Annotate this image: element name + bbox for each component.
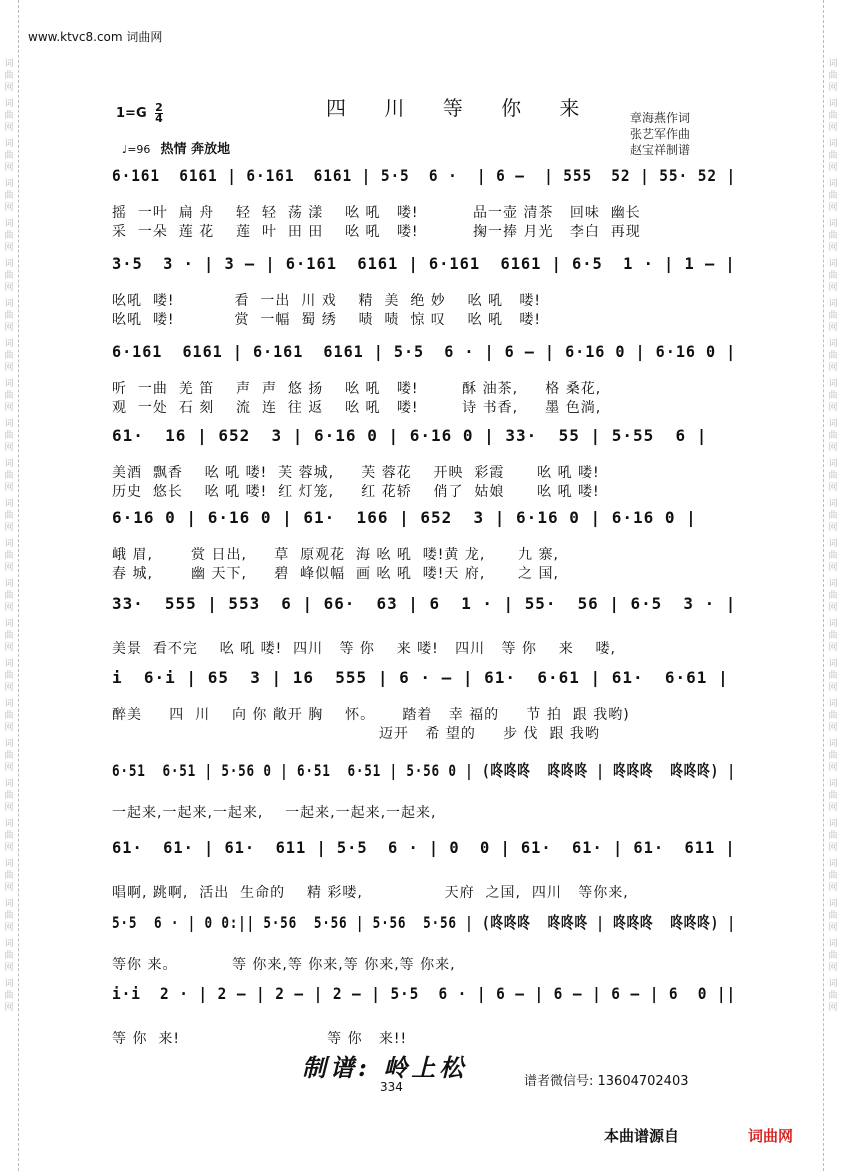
contact-info: 谱者微信号: 13604702403 bbox=[524, 1074, 689, 1089]
side-watermark: 词 曲 网 bbox=[828, 99, 838, 133]
lyric-line: 春 城, 幽 天下, 碧 峰似幅 画 吆 吼 喽!天 府, 之 国, bbox=[112, 566, 559, 582]
side-watermark: 词 曲 网 bbox=[828, 339, 838, 373]
side-watermark: 词 曲 网 bbox=[4, 99, 14, 133]
side-watermark: 词 曲 网 bbox=[828, 139, 838, 173]
side-watermark: 词 曲 网 bbox=[828, 179, 838, 213]
side-watermark: 词 曲 网 bbox=[828, 739, 838, 773]
notation-row: 61· 16 | 652 3 | 6·16 0 | 6·16 0 | 33· 55 | 5·55 6 | bbox=[112, 426, 708, 445]
lyric-line: 峨 眉, 赏 日出, 草 原观花 海 吆 吼 喽!黄 龙, 九 寨, bbox=[112, 547, 559, 563]
credits-block bbox=[630, 110, 690, 158]
lyric-line: 吆吼 喽! 赏 一幅 蜀 绣 啧 啧 惊 叹 吆 吼 喽! bbox=[112, 312, 541, 328]
side-watermark: 词 曲 网 bbox=[828, 59, 838, 93]
side-watermark: 词 曲 网 bbox=[4, 579, 14, 613]
side-watermark: 词 曲 网 bbox=[4, 299, 14, 333]
lyric-line: 迈开 希 望的 步 伐 跟 我哟 bbox=[112, 726, 600, 742]
side-watermark: 词 曲 网 bbox=[828, 939, 838, 973]
tempo-mark: ♩=96 bbox=[122, 143, 151, 156]
lyric-line: 采 一朵 莲 花 莲 叶 田 田 吆 吼 喽! 掬一捧 月光 李白 再现 bbox=[112, 224, 641, 240]
side-watermark: 词 曲 网 bbox=[828, 619, 838, 653]
time-sig-top: 2 bbox=[155, 101, 163, 114]
left-watermark-strip bbox=[0, 0, 19, 1171]
side-watermark: 词 曲 网 bbox=[4, 419, 14, 453]
lyric-line: 等 你 来! 等 你 来!! bbox=[112, 1031, 408, 1047]
lyric-line: 摇 一叶 扁 舟 轻 轻 荡 漾 吆 吼 喽! 品一壶 清茶 回味 幽长 bbox=[112, 205, 641, 221]
notation-row: 3·5 3 · | 3 – | 6·161 6161 | 6·161 6161 | 6·5 1 · | 1 – | bbox=[112, 254, 736, 273]
lyric-line: 等你 来。 等 你来,等 你来,等 你来,等 你来, bbox=[112, 957, 456, 973]
notation-row: 5·5 6 · | 0 0:|| 5·56 5·56 | 5·56 5·56 | (咚咚咚 咚咚咚 | 咚咚咚 咚咚咚) | bbox=[112, 913, 736, 932]
side-watermark: 词 曲 网 bbox=[828, 539, 838, 573]
side-watermark: 词 曲 网 bbox=[828, 819, 838, 853]
time-signature bbox=[155, 103, 163, 124]
site-header[interactable]: www.ktvc8.com 词曲网 bbox=[28, 30, 163, 44]
side-watermark: 词 曲 网 bbox=[4, 819, 14, 853]
lyric-line: 观 一处 石 刻 流 连 往 返 吆 吼 喽! 诗 书香, 墨 色淌, bbox=[112, 400, 602, 416]
notation-row: 6·161 6161 | 6·161 6161 | 5·5 6 · | 6 – | 6·16 0 | 6·16 0 | bbox=[112, 342, 737, 361]
side-watermark: 词 曲 网 bbox=[828, 699, 838, 733]
side-watermark: 词 曲 网 bbox=[828, 779, 838, 813]
arranger-signature: 制谱: 岭上松 bbox=[302, 1053, 468, 1082]
side-watermark: 词 曲 网 bbox=[4, 739, 14, 773]
notation-row: 6·16 0 | 6·16 0 | 61· 166 | 652 3 | 6·16 0 | 6·16 0 | bbox=[112, 508, 697, 527]
side-watermark: 词 曲 网 bbox=[4, 659, 14, 693]
side-watermark: 词 曲 网 bbox=[828, 579, 838, 613]
side-watermark: 词 曲 网 bbox=[4, 339, 14, 373]
lyric-line: 吆吼 喽! 看 一出 川 戏 精 美 绝 妙 吆 吼 喽! bbox=[112, 293, 541, 309]
song-title: 四 川 等 你 来 bbox=[326, 96, 596, 120]
lyric-line: 美景 看不完 吆 吼 喽! 四川 等 你 来 喽! 四川 等 你 来 喽, bbox=[112, 641, 616, 657]
side-watermark: 词 曲 网 bbox=[4, 699, 14, 733]
tempo-line bbox=[122, 138, 230, 157]
side-watermark: 词 曲 网 bbox=[828, 459, 838, 493]
source-site-link[interactable]: 词曲网 bbox=[748, 1127, 794, 1145]
notation-row: 6·51 6·51 | 5·56 0 | 6·51 6·51 | 5·56 0 | (咚咚咚 咚咚咚 | 咚咚咚 咚咚咚) | bbox=[112, 761, 736, 780]
side-watermark: 词 曲 网 bbox=[4, 939, 14, 973]
source-label: 本曲谱源自 bbox=[604, 1127, 680, 1145]
expression-mark: 热情 奔放地 bbox=[160, 142, 231, 157]
side-watermark: 词 曲 网 bbox=[828, 499, 838, 533]
side-watermark: 词 曲 网 bbox=[4, 539, 14, 573]
side-watermark: 词 曲 网 bbox=[4, 139, 14, 173]
side-watermark: 词 曲 网 bbox=[4, 859, 14, 893]
side-watermark: 词 曲 网 bbox=[828, 379, 838, 413]
side-watermark: 词 曲 网 bbox=[4, 179, 14, 213]
right-watermark-strip bbox=[823, 0, 842, 1171]
lyric-line: 历史 悠长 吆 吼 喽! 红 灯笼, 红 花轿 俏了 姑娘 吆 吼 喽! bbox=[112, 484, 600, 500]
side-watermark: 词 曲 网 bbox=[4, 499, 14, 533]
side-watermark: 词 曲 网 bbox=[4, 459, 14, 493]
side-watermark: 词 曲 网 bbox=[828, 259, 838, 293]
lyric-line: 唱啊, 跳啊, 活出 生命的 精 彩喽, 天府 之国, 四川 等你来, bbox=[112, 885, 629, 901]
time-sig-bottom: 4 bbox=[155, 112, 163, 125]
side-watermark: 词 曲 网 bbox=[4, 979, 14, 1013]
side-watermark: 词 曲 网 bbox=[828, 659, 838, 693]
page-number: 334 bbox=[380, 1080, 403, 1094]
notation-row: i 6·i | 65 3 | 16 555 | 6 · – | 61· 6·61 | 61· 6·61 | bbox=[112, 668, 729, 687]
side-watermark: 词 曲 网 bbox=[828, 419, 838, 453]
lyric-line: 听 一曲 羌 笛 声 声 悠 扬 吆 吼 喽! 酥 油茶, 格 桑花, bbox=[112, 381, 602, 397]
notation-row: i·i 2 · | 2 – | 2 – | 2 – | 5·5 6 · | 6 – | 6 – | 6 – | 6 0 || bbox=[112, 984, 737, 1003]
side-watermark: 词 曲 网 bbox=[4, 59, 14, 93]
key-signature bbox=[116, 103, 163, 124]
side-watermark: 词 曲 网 bbox=[828, 299, 838, 333]
notation-row: 6·161 6161 | 6·161 6161 | 5·5 6 · | 6 – | 555 52 | 55· 52 | bbox=[112, 166, 737, 185]
notation-row: 33· 555 | 553 6 | 66· 63 | 6 1 · | 55· 56 | 6·5 3 · | bbox=[112, 594, 737, 613]
side-watermark: 词 曲 网 bbox=[4, 379, 14, 413]
lyricist-credit: 章海燕作词 bbox=[630, 111, 691, 125]
side-watermark: 词 曲 网 bbox=[4, 779, 14, 813]
notation-row: 61· 61· | 61· 611 | 5·5 6 · | 0 0 | 61· 61· | 61· 611 | bbox=[112, 838, 736, 857]
side-watermark: 词 曲 网 bbox=[4, 619, 14, 653]
side-watermark: 词 曲 网 bbox=[828, 899, 838, 933]
side-watermark: 词 曲 网 bbox=[828, 219, 838, 253]
side-watermark: 词 曲 网 bbox=[4, 899, 14, 933]
key-text: 1=G bbox=[116, 106, 147, 121]
lyric-line: 美酒 飘香 吆 吼 喽! 芙 蓉城, 芙 蓉花 开映 彩霞 吆 吼 喽! bbox=[112, 465, 600, 481]
side-watermark: 词 曲 网 bbox=[828, 979, 838, 1013]
lyric-line: 醉美 四 川 向 你 敞开 胸 怀。 踏着 幸 福的 节 拍 跟 我哟) bbox=[112, 707, 630, 723]
side-watermark: 词 曲 网 bbox=[4, 219, 14, 253]
arranger-credit: 赵宝祥制谱 bbox=[630, 143, 691, 157]
lyric-line: 一起来,一起来,一起来, 一起来,一起来,一起来, bbox=[112, 805, 437, 821]
side-watermark: 词 曲 网 bbox=[4, 259, 14, 293]
side-watermark: 词 曲 网 bbox=[828, 859, 838, 893]
composer-credit: 张艺军作曲 bbox=[630, 127, 691, 141]
